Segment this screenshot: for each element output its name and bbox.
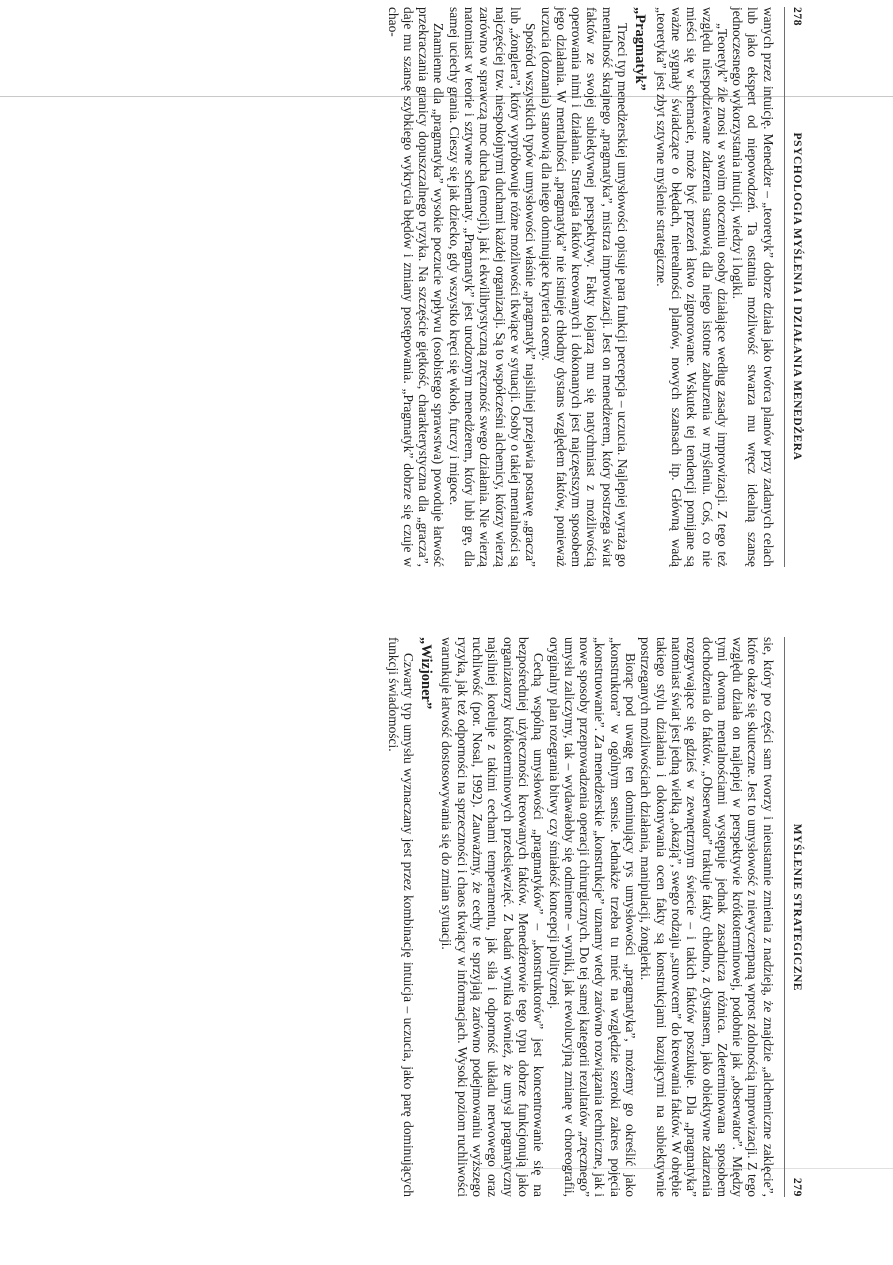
left-paragraph: Znamienne dla „pragmatyka” wysokie poczucie wpływu (osobistego sprawstwa) powoduje łatwość przekraczania granicy dopuszczalnego ryzyka. Na szczęście giętkość, charakterystyczna dla „gracza”, daje mu szansę szybkiego wykrycia błędów i zmiany postępowania. „Pragmatyk” dobrze się czuje w chao- xyxy=(385,7,447,567)
right-paragraph: Czwarty typ umysłu wyznaczany jest przez kombinację intuicja – uczucia, jako parę dominujących funkcji świadomości. xyxy=(385,637,416,1197)
book-spread xyxy=(88,0,804,1265)
left-page xyxy=(88,7,804,567)
left-paragraph: wanych przez intuicję. Menedżer – „teoretyk” dobrze działa jako twórca planów przy zadanych celach lub jako ekspert od niepowodzeń. Ta ostatnia możliwość stwarza mu wręcz idealną szansę jednoczesnego wykorzystania intuicji, wiedzy i logiki. xyxy=(730,7,776,567)
right-page xyxy=(88,637,804,1197)
right-running-head xyxy=(784,637,804,1197)
left-paragraph: Spośród wszystkich typów umysłowości właśnie „pragmatyk” najsilniej przejawia postawę „gracza” lub „żonglera”, który wypróbowuje różne możliwości tkwiące w sytuacji. Osoby o takiej mentalności są najczęściej tzw. niespokojnymi duchami każdej organizacji. Są to współcześni alchemicy, którzy wierzą zarówno w sprawczą moc ducha (emocji), jak i ekwilibrystyczną zręczność swego działania. Nie wierzą natomiast w teorie i sztywne schematy. „Pragmatyk” jest urodzonym menedżerem, który lubi grę, dla samej uciechy grania. Cieszy się jak dziecko, gdy wszystko kręci się wkoło, furczy i migoce. xyxy=(446,7,539,567)
section-heading-wizjoner: „Wizjoner” xyxy=(418,637,435,710)
right-paragraph: sie, który po części sam tworzy i nieustannie zmienia z nadzieją, że znajdzie „alchemiczne zaklęcie”, które okaże się skuteczne. Jest to umysłowość z niewyczerpaną wprost zdolnością improwizacji. Z tego względu działa on najlepiej w perspektywie krótkoterminowej, podobnie jak „obserwator”. Między tymi dwoma mentalnościami występuje jednak zasadnicza różnica. Zdeterminowana sposobem dochodzenia do faktów. „Obserwator” traktuje fakty chłodno, z dystansem, jako obiektywne zdarzenia rozgrywające się gdzieś w zewnętrznym świecie – i takich faktów poszukuje. Dla „pragmatyka” natomiast świat jest jedną wielką „okazją”, swego rodzaju „surowcem” do kreowania faktów. W obrębie takiego stylu działania i dokonywania ocen fakty są konstrukcjami bazującymi na subiektywnie postrzeganych możliwościach działania, manipulacji, żonglerki. xyxy=(638,637,776,1197)
section-heading-pragmatyk: „Pragmatyk” xyxy=(632,7,649,91)
left-running-title: PSYCHOLOGIA MYŚLENIA I DZIAŁANIA MENEDŻERA xyxy=(791,132,803,461)
left-paragraph: Trzeci typ menedżerskiej umysłowości opisuje para funkcji percepcja – uczucia. Najlepiej wyraża go mentalność skrajnego „pragmatyka”, mistrza improwizacji. Jest on menedżerem, który postrzega świat faktów ze swojej subiektywnej perspektywy. Fakty kojarzą mu się natychmiast z możliwością operowania nimi i działania. Strategia faktów kreowanych i dokonanych jest najczęstszym sposobem jego działania. W mentalności „pragmatyka” nie istnieje chłodny dystans względem faktów, ponieważ uczucia (doznania) stanowią dla niego dominujące kryteria oceny. xyxy=(538,7,631,567)
right-paragraph: Cechą wspólną umysłowości „pragmatyków” – „konstruktorów” jest koncentrowanie się na bezpośredniej użyteczności kreowanych faktów. Menedżerowie tego typu dobrze funkcjonują jako organizatorzy krótkoterminowych przedsięwzięć. Z badań wynika również, że umysł pragmatyczny najsilniej koreluje z takimi cechami temperamentu, jak siła i odporność układu nerwowego oraz ruchliwość (por. Nosal, 1992). Zauważmy, że cechy te sprzyjają zarówno podejmowaniu wyższego ryzyka, jak też odporności na sprzeczności i chaos tkwiący w informacjach. Wysoki poziom ruchliwości warunkuje łatwość dostosowywania się do zmian sytuacji. xyxy=(439,637,547,1197)
left-running-head xyxy=(784,7,804,567)
left-page-number: 278 xyxy=(791,7,803,27)
right-page-number: 279 xyxy=(791,1177,803,1197)
right-paragraph: Biorąc pod uwagę ten dominujący rys umysłowości „pragmatyka”, możemy go określić jako „konstruktora” w ogólnym sensie. Jednakże trzeba tu mieć na względzie szeroki zakres pojęcia „konstruowanie”. Za menedżerskie „konstrukcje” uznamy wtedy zarówno rozwiązania techniczne, jak i nowe sposoby przeprowadzenia operacji chirurgicznych. Do tej samej kategorii rezultatów „zręcznego” umysłu zaliczymy, tak – wydawałoby się odmienne – wyniki, jak rewolucyjną zmianę w choreografii, oryginalny plan rozegrania bitwy czy śmiałość koncepcji politycznej. xyxy=(546,637,639,1197)
left-paragraph: „Teoretyk” źle znosi w swoim otoczeniu osoby działające według zasady improwizacji. Z tego też względu niespodziewane zdarzenia stanowią dla niego istotne zaburzenia w myśleniu. Coś, co nie mieści się w schemacie, może być przezeń łatwo zignorowane. Wskutek tej tendencji pomijane są ważne sygnały świadczące o błędach, nierealności planów, nowych szansach itp. Główną wadą „teoretyka” jest zbyt sztywne myślenie strategiczne. xyxy=(653,7,730,567)
right-running-title: MYŚLENIE STRATEGICZNE xyxy=(791,823,803,992)
